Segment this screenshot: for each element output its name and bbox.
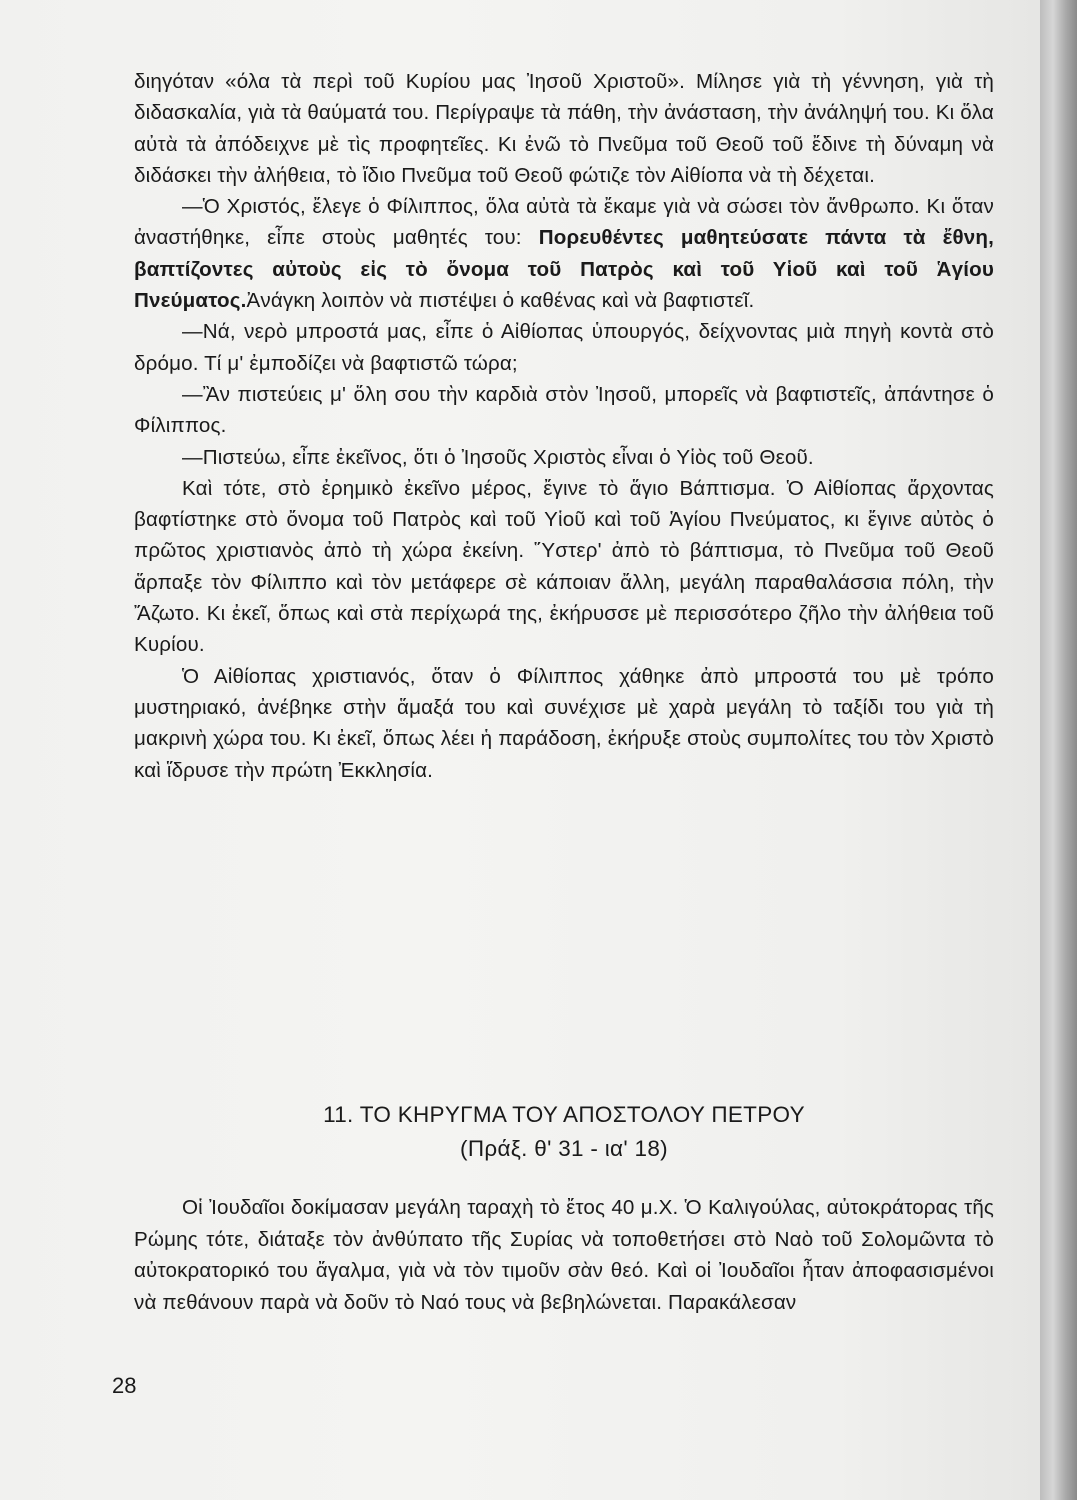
bold-quote: Πορευθέντες μαθητεύσατε πάντα τὰ ἔθνη, βαπτίζοντες αὐτοὺς εἰς τὸ ὄνομα τοῦ Πατρὸς καὶ τοῦ Υἱοῦ καὶ τοῦ Ἁγίου Πνεύματος.: [134, 226, 994, 313]
chapter-body-text: [134, 1192, 994, 1318]
paragraph: —Πιστεύω, εἶπε ἐκεῖνος, ὅτι ὁ Ἰησοῦς Χριστὸς εἶναι ὁ Υἱὸς τοῦ Θεοῦ.: [182, 445, 814, 469]
chapter-reference: (Πράξ. θ' 31 - ια' 18): [460, 1136, 668, 1161]
paragraph: Ὁ Αἰθίοπας χριστιανός, ὅταν ὁ Φίλιππος χάθηκε ἀπὸ μπροστά του μὲ τρόπο μυστηριακό, ἀνέβηκε στὴν ἅμαξά του καὶ συνέχισε μὲ χαρὰ μεγάλη τὸ ταξίδι του γιὰ τὴ μακρινὴ χώρα του. Κι ἐκεῖ, ὅπως λέει ἡ παράδοση, ἐκήρυξε στοὺς συμπολίτες του τὸν Χριστὸ καὶ ἵδρυσε τὴν πρώτη Ἐκκλησία.: [134, 664, 994, 782]
paragraph-text: Ἀνάγκη λοιπὸν νὰ πιστέψει ὁ καθένας καὶ νὰ βαφτιστεῖ.: [246, 289, 755, 313]
paragraph: διηγόταν «όλα τὰ περὶ τοῦ Κυρίου μας Ἰησοῦ Χριστοῦ». Μίλησε γιὰ τὴ γέννηση, γιὰ τὴ διδασκαλία, γιὰ τὰ θαύματά του. Περίγραψε τὰ πάθη, τὴν ἀνάσταση, τὴν ἀνάληψή του. Κι ὅλα αὐτὰ τὰ ἀπόδειχνε μὲ τὶς προφητεῖες. Κι ἐνῶ τὸ Πνεῦμα τοῦ Θεοῦ τοῦ ἔδινε τὴ δύναμη νὰ διδάσκει τὴν ἀλήθεια, τὸ ἴδιο Πνεῦμα τοῦ Θεοῦ φώτιζε τὸν Αἰθίοπα νὰ τὴ δέχεται.: [134, 70, 994, 187]
chapter-title: 11. ΤΟ ΚΗΡΥΓΜΑ ΤΟΥ ΑΠΟΣΤΟΛΟΥ ΠΕΤΡΟΥ: [323, 1102, 805, 1127]
page-edge: [1040, 0, 1077, 1500]
body-text: [134, 66, 994, 786]
paragraph: [134, 191, 994, 316]
paragraph: Καὶ τότε, στὸ ἐρημικὸ ἐκεῖνο μέρος, ἔγινε τὸ ἅγιο Βάπτισμα. Ὁ Αἰθίοπας ἄρχοντας βαφτίστηκε στὸ ὄνομα τοῦ Πατρὸς καὶ τοῦ Υἱοῦ καὶ τοῦ Ἁγίου Πνεύματος, κι ἔγινε αὐτὸς ὁ πρῶτος χριστιανὸς ἀπὸ τὴ χώρα ἐκείνη. Ὕστερ' ἀπὸ τὸ βάπτισμα, τὸ Πνεῦμα τοῦ Θεοῦ ἅρπαξε τὸν Φίλιππο καὶ τὸν μετάφερε σὲ κάποιαν ἄλλη, μεγάλη παραθαλάσσια πόλη, τὴν Ἄζωτο. Κι ἐκεῖ, ὅπως καὶ στὰ περίχωρά της, ἐκήρυσσε μὲ περισσότερο ζῆλο τὴν ἀλήθεια τοῦ Κυρίου.: [134, 476, 994, 657]
paragraph: Οἱ Ἰουδαῖοι δοκίμασαν μεγάλη ταραχὴ τὸ ἔτος 40 μ.Χ. Ὁ Καλιγούλας, αὐτοκράτορας τῆς Ρώμης τότε, διάταξε τὸν ἀνθύπατο τῆς Συρίας νὰ τοποθετήσει στὸ Ναὸ τοῦ Σολομῶντα τὸ αὐτοκρατορικό του ἄγαλμα, γιὰ νὰ τὸν τιμοῦν σὰν θεό. Καὶ οἱ Ἰουδαῖοι ἦταν ἀποφασισμένοι νὰ πεθάνουν παρὰ νὰ δοῦν τὸ Ναό τους νὰ βεβηλώνεται. Παρακάλεσαν: [134, 1196, 994, 1314]
paragraph: —Νά, νερὸ μπροστά μας, εἶπε ὁ Αἰθίοπας ὑπουργός, δείχνοντας μιὰ πηγὴ κοντὰ στὸ δρόμο. Τί μ' ἐμποδίζει νὰ βαφτιστῶ τώρα;: [134, 320, 994, 375]
paragraph-text: —Ὁ Χριστός, ἔλεγε ὁ Φίλιππος, ὅλα αὐτὰ τὰ ἔκαμε γιὰ νὰ σώσει τὸν ἄνθρωπο. Κι ὅταν ἀναστήθηκε, εἶπε στοὺς μαθητές του:: [134, 195, 994, 250]
paragraph: —Ἂν πιστεύεις μ' ὅλη σου τὴν καρδιὰ στὸν Ἰησοῦ, μπορεῖς νὰ βαφτιστεῖς, ἀπάντησε ὁ Φίλιππος.: [134, 382, 994, 438]
page-number: 28: [112, 1373, 137, 1398]
chapter-heading: [134, 1098, 994, 1166]
